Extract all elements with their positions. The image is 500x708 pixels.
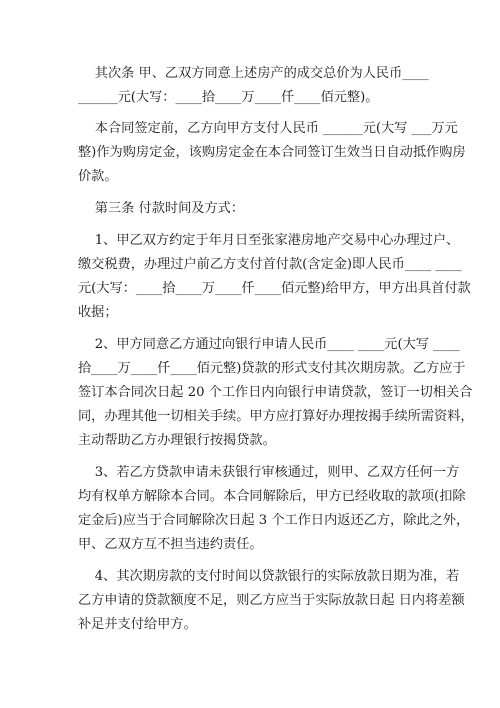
paragraph-clause-3: [78, 461, 470, 557]
paragraph-clause-4: [78, 565, 465, 637]
paragraph-clause-2: [78, 333, 474, 453]
text-line: ______元(大写：____拾____万____仟____佰元整)。: [78, 90, 379, 105]
text-line: 其次条 甲、乙双方同意上述房产的成交总价为人民币____: [78, 66, 429, 81]
text-line: 缴交税费，办理过户前乙方支付首付款(含定金)即人民币____ ____: [78, 257, 462, 272]
text-line: 乙方申请的贷款额度不足，则乙方应当于实际放款日起 日内将差额: [78, 593, 465, 608]
text-line: 元(大写：____拾____万____仟____佰元整)给甲方，甲方出具首付款: [78, 281, 471, 296]
text-line: 拾____万____仟____佰元整)贷款的形式支付其次期房款。乙方应于: [78, 361, 466, 376]
text-line: 均有权单方解除本合同。本合同解除后，甲方已经收取的款项(扣除: [78, 489, 466, 504]
text-line: 主动帮助乙方办理银行按揭贷款。: [78, 433, 276, 448]
text-line: 4、其次期房款的支付时间以贷款银行的实际放款日期为准，若: [78, 569, 460, 584]
text-line: 价款。: [78, 169, 118, 184]
section-heading: 第三条 付款时间及方式：: [78, 201, 245, 216]
text-line: 2、甲方同意乙方通过向银行申请人民币____ ____元(大写 ____: [78, 337, 460, 352]
text-line: 3、若乙方贷款申请未获银行审核通过，则甲、乙双方任何一方: [78, 465, 460, 480]
paragraph-deposit: [78, 117, 466, 189]
text-line: 本合同签定前，乙方向甲方支付人民币 ______元(大写 ___万元: [78, 121, 458, 136]
paragraph-total-price: [78, 62, 434, 110]
text-line: 定金后)应当于合同解除次日起 3 个工作日内返还乙方，除此之外，: [78, 513, 470, 528]
contract-page: [78, 62, 474, 637]
text-line: 收据；: [78, 305, 118, 320]
text-line: 甲、乙双方互不担当违约责任。: [78, 537, 263, 552]
text-line: 补足并支付给甲方。: [78, 617, 197, 632]
paragraph-clause-1: [78, 229, 471, 325]
text-line: 同，办理其他一切相关手续。甲方应打算好办理按揭手续所需资料，: [78, 409, 474, 424]
section-heading-article-3: [78, 197, 434, 221]
text-line: 签订本合同次日起 20 个工作日内向银行申请贷款，签订一切相关合: [78, 385, 473, 400]
text-line: 整)作为购房定金，该购房定金在本合同签订生效当日自动抵作购房: [78, 145, 466, 160]
text-line: 1、甲乙双方约定于年月日至张家港房地产交易中心办理过户、: [78, 233, 460, 248]
